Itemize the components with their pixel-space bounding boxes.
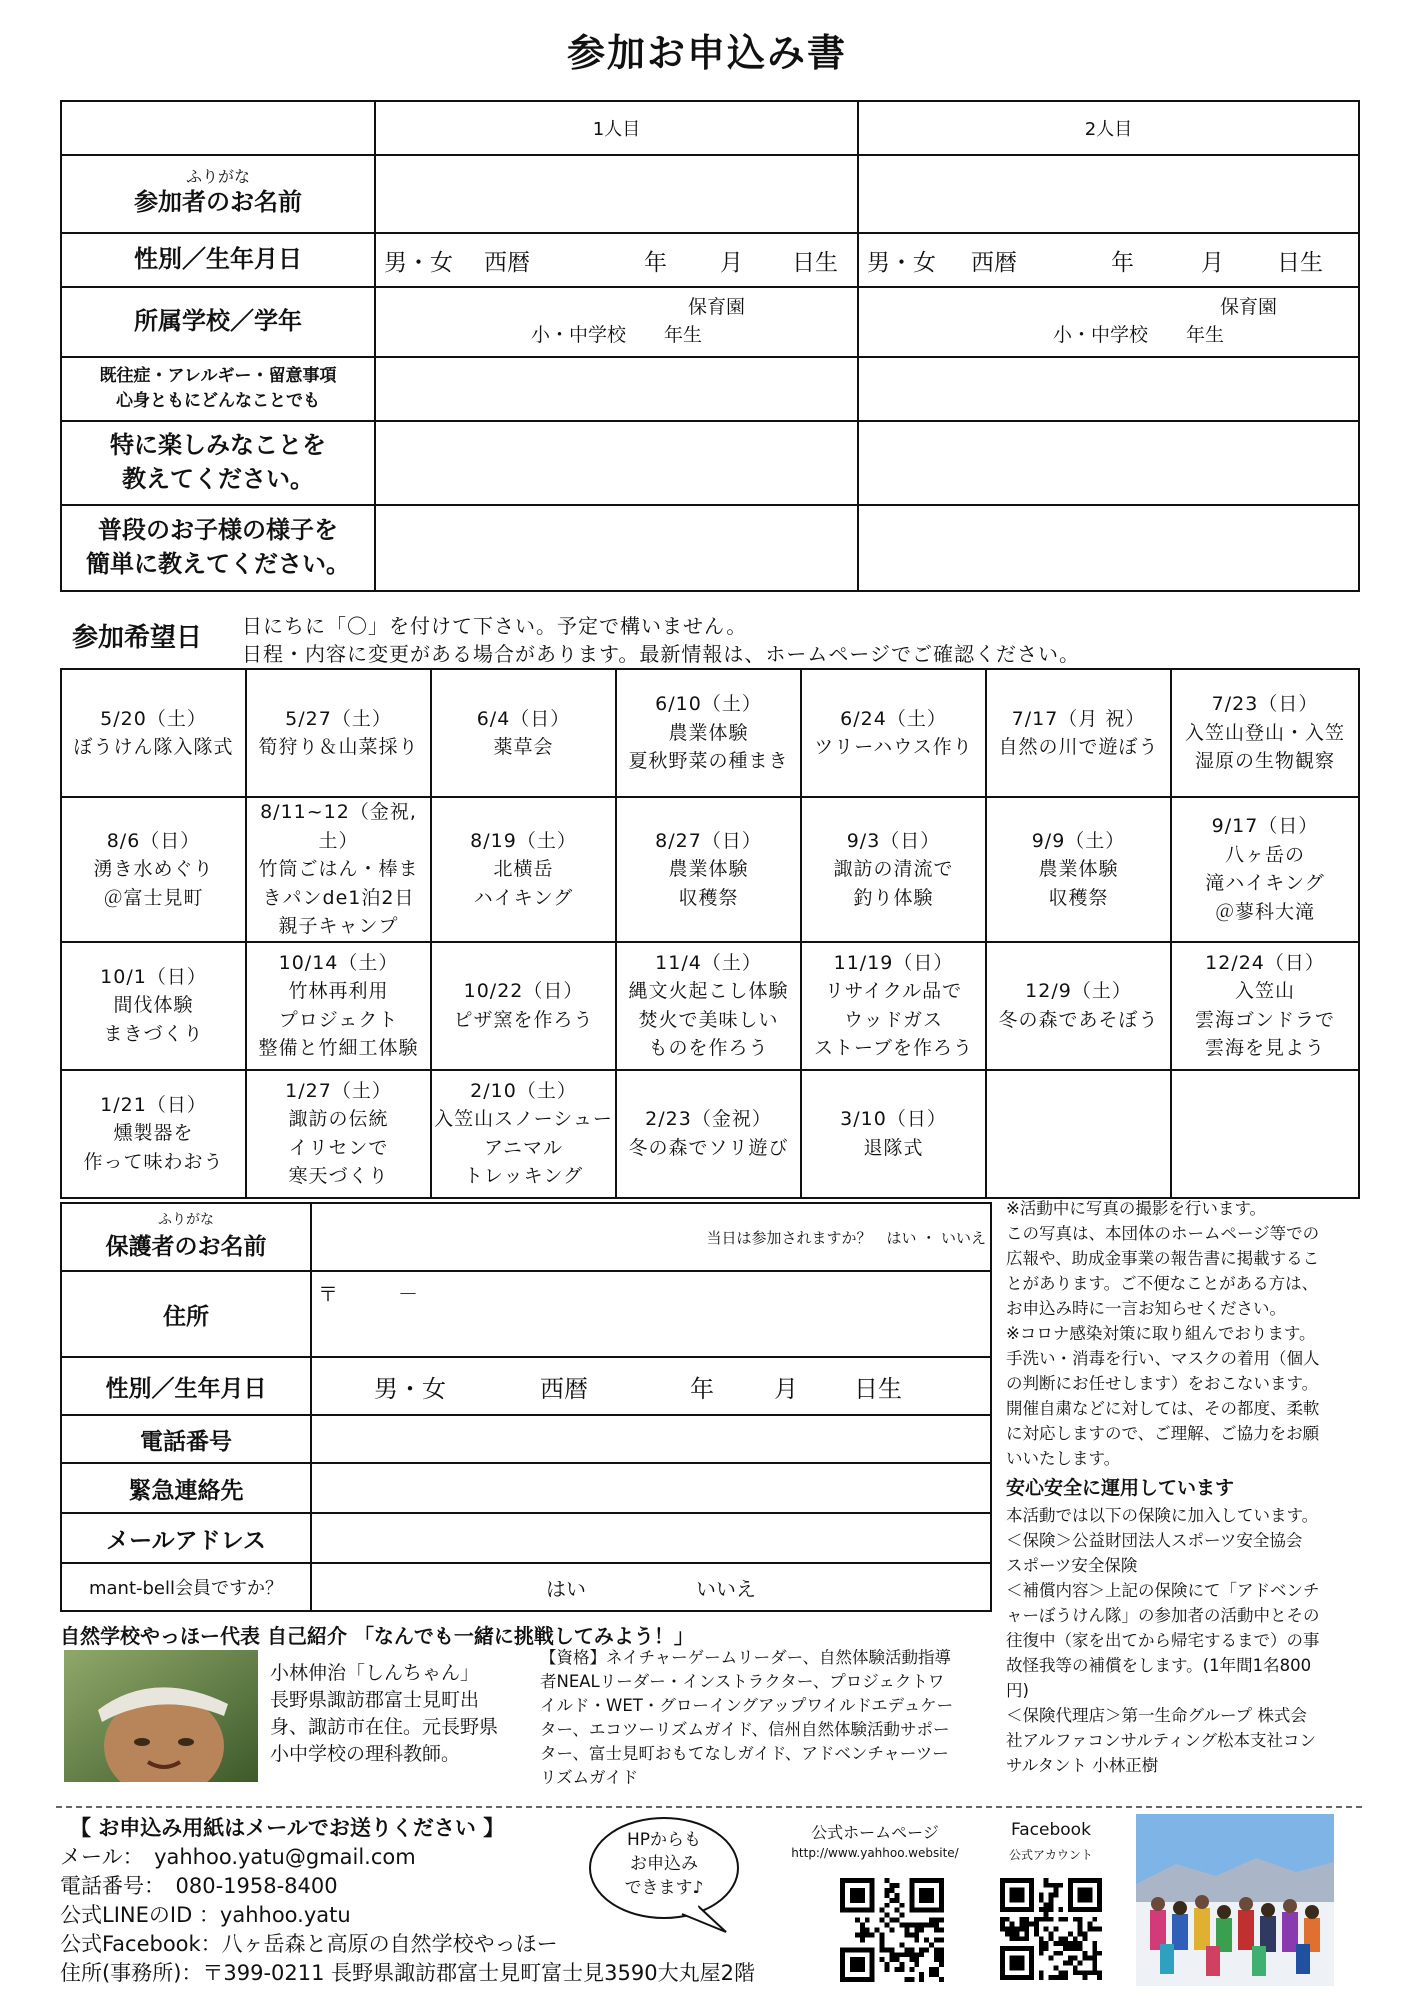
facebook-label: Facebook bbox=[1011, 1820, 1091, 1840]
schedule-event-text: 7/17（月 祝） 自然の川で遊ぼう bbox=[998, 707, 1159, 758]
schedule-cell[interactable] bbox=[616, 797, 801, 942]
text-line: リズムガイド bbox=[540, 1768, 639, 1787]
participant2-fun-field[interactable] bbox=[858, 421, 1359, 505]
schedule-cell[interactable] bbox=[246, 1070, 431, 1198]
schedule-event-text: 6/10（土） 農業体験 夏秋野菜の種まき bbox=[628, 693, 789, 773]
guardian-dob-label: 性別／生年月日 bbox=[61, 1357, 311, 1415]
speech-bubble bbox=[586, 1814, 742, 1924]
schedule-row bbox=[61, 942, 1359, 1070]
schedule-event-text: 9/9（土） 農業体験 収穫祭 bbox=[1031, 829, 1126, 909]
email-field[interactable] bbox=[311, 1513, 991, 1563]
sex-dob-label: 性別／生年月日 bbox=[61, 233, 375, 287]
phone-field[interactable] bbox=[311, 1415, 991, 1463]
schedule-cell[interactable] bbox=[986, 797, 1171, 942]
schedule-cell[interactable] bbox=[431, 942, 616, 1070]
email-label: メールアドレス bbox=[61, 1513, 311, 1563]
participant1-school-field[interactable]: 保育園 小・中学校 年生 bbox=[375, 287, 858, 357]
schedule-cell[interactable] bbox=[246, 797, 431, 942]
participant2-dob-field[interactable]: 男・女 西暦 年 月 日生 bbox=[858, 233, 1359, 287]
member-label: mant-bell会員ですか？ bbox=[61, 1563, 311, 1611]
schedule-cell[interactable] bbox=[616, 669, 801, 797]
phone-label: 電話番号 bbox=[61, 1415, 311, 1463]
text-line: の判断にお任せします）をおこないます。 bbox=[1006, 1374, 1319, 1393]
text-line: に対応しますので、ご理解、ご協力をお願 bbox=[1006, 1424, 1320, 1443]
schedule-event-text: 5/20（土） ぼうけん隊入隊式 bbox=[73, 707, 234, 758]
intro-heading: 自然学校やっほー代表 自己紹介 「なんでも一緒に挑戦してみよう！」 bbox=[60, 1624, 694, 1648]
schedule-event-text: 10/22（日） ピザ窯を作ろう bbox=[453, 980, 594, 1031]
notes-block bbox=[1006, 1196, 1378, 1778]
guardian-furigana: ふりがな bbox=[158, 1211, 214, 1228]
schedule-cell[interactable] bbox=[986, 942, 1171, 1070]
schedule-event-text: 9/17（日） 八ヶ岳の 滝ハイキング ＠蓼科大滝 bbox=[1205, 815, 1325, 923]
schedule-heading: 参加希望日 bbox=[72, 623, 203, 653]
fun-label: 特に楽しみなことを 教えてください。 bbox=[61, 421, 375, 505]
schedule-event-text: 8/19（土） 北横岳 ハイキング bbox=[470, 829, 577, 909]
footer-facebook: 公式Facebook：八ヶ岳森と高原の自然学校やっほー bbox=[60, 1932, 558, 1956]
text-line: 開催自粛などに対しては、その都度、柔軟 bbox=[1006, 1399, 1320, 1418]
schedule-event-text: 11/4（土） 縄文火起こし体験 焚火で美味しい ものを作ろう bbox=[628, 951, 789, 1059]
schedule-cell[interactable] bbox=[246, 942, 431, 1070]
schedule-event-text: 1/27（土） 諏訪の伝統 イリセンで 寒天づくり bbox=[285, 1079, 392, 1187]
member-yes[interactable]: はい bbox=[546, 1576, 586, 1601]
schedule-cell[interactable] bbox=[61, 1070, 246, 1198]
schedule-event-text: 12/9（土） 冬の森であそぼう bbox=[998, 980, 1159, 1031]
text-line: 故怪我等の補償をします。(1年間1名800 bbox=[1006, 1656, 1312, 1675]
schedule-cell bbox=[986, 1070, 1171, 1198]
guardian-dob-field[interactable]: 男・女 西暦 年 月 日生 bbox=[311, 1357, 991, 1415]
text-line: ター、エコツーリズムガイド、信州自然体験活動サポー bbox=[540, 1720, 950, 1739]
participant1-fun-field[interactable] bbox=[375, 421, 858, 505]
footer-address: 住所(事務所)：〒399-0211 長野県諏訪郡富士見町富士見3590大丸屋2階 bbox=[60, 1961, 755, 1985]
text-line: ター、富士見町おもてなしガイド、アドベンチャーツー bbox=[540, 1744, 949, 1763]
text-line: ＜保険代理店＞第一生命グループ 株式会 bbox=[1006, 1706, 1307, 1725]
schedule-event-text: 6/24（土） ツリーハウス作り bbox=[814, 707, 973, 758]
corner-cell bbox=[61, 101, 375, 155]
text-line: とがあります。ご不便なことがある方は、 bbox=[1006, 1274, 1319, 1293]
schedule-note-1: 日にちに「〇」を付けて下さい。予定で構いません。 bbox=[242, 614, 748, 638]
member-field[interactable] bbox=[311, 1563, 991, 1611]
text-line: 者NEALリーダー・インストラクター、プロジェクトワ bbox=[540, 1672, 945, 1691]
allergy-label: 既往症・アレルギー・留意事項 心身ともにどんなことでも bbox=[61, 357, 375, 421]
facebook-sub: 公式アカウント bbox=[1009, 1848, 1093, 1862]
attend-question: 当日は参加されますか？ はい ・ いいえ bbox=[706, 1228, 986, 1247]
address-label: 住所 bbox=[61, 1271, 311, 1357]
schedule-cell[interactable] bbox=[61, 797, 246, 942]
schedule-event-text: 1/21（日） 燻製器を 作って味わおう bbox=[83, 1093, 224, 1173]
group-photo bbox=[1136, 1814, 1334, 1986]
participant2-child-field[interactable] bbox=[858, 505, 1359, 591]
member-no[interactable]: いいえ bbox=[696, 1576, 756, 1601]
text-line: サルタント 小林正樹 bbox=[1006, 1756, 1159, 1775]
participant1-dob-field[interactable]: 男・女 西暦 年 月 日生 bbox=[375, 233, 858, 287]
footer-line: 公式LINEのID ：yahhoo.yatu bbox=[60, 1903, 351, 1927]
hp-label: 公式ホームページ bbox=[811, 1823, 939, 1842]
bio-text bbox=[270, 1660, 498, 1768]
guardian-name-field[interactable] bbox=[311, 1203, 991, 1271]
participant2-school-field[interactable]: 保育園 小・中学校 年生 bbox=[858, 287, 1359, 357]
text-line: 身、諏訪市在住。元長野県 bbox=[270, 1716, 499, 1738]
facebook-qr-code[interactable] bbox=[1000, 1878, 1102, 1980]
schedule-cell[interactable] bbox=[431, 797, 616, 942]
text-line: この写真は、本団体のホームページ等での bbox=[1006, 1224, 1320, 1243]
schedule-cell[interactable] bbox=[1171, 942, 1359, 1070]
text-line: ＜保険＞公益財団法人スポーツ安全協会 bbox=[1006, 1531, 1303, 1550]
schedule-cell[interactable] bbox=[431, 1070, 616, 1198]
text-line: 円) bbox=[1006, 1681, 1029, 1700]
schedule-event-text: 2/23（金祝） 冬の森でソリ遊び bbox=[628, 1108, 789, 1159]
schedule-event-text: 8/6（日） 湧き水めぐり ＠富士見町 bbox=[93, 829, 214, 909]
schedule-row bbox=[61, 669, 1359, 797]
col-header-1: 1人目 bbox=[375, 101, 858, 155]
school-label: 所属学校／学年 bbox=[61, 287, 375, 357]
schedule-event-text: 9/3（日） 諏訪の清流で 釣り体験 bbox=[833, 829, 954, 909]
participant2-name-field[interactable] bbox=[858, 155, 1359, 233]
schedule-cell[interactable] bbox=[61, 669, 246, 797]
participant-table bbox=[60, 100, 1360, 592]
text-line: 小中学校の理科教師。 bbox=[270, 1743, 461, 1765]
participant1-child-field[interactable] bbox=[375, 505, 858, 591]
address-field[interactable]: 〒 － bbox=[311, 1271, 991, 1357]
schedule-cell bbox=[1171, 1070, 1359, 1198]
schedule-event-text: 12/24（日） 入笠山 雲海ゴンドラで 雲海を見よう bbox=[1194, 951, 1335, 1059]
schedule-row bbox=[61, 797, 1359, 942]
footer-email[interactable]: メール： yahhoo.yatu@gmail.com bbox=[60, 1845, 416, 1869]
text-line: できます♪ bbox=[624, 1878, 704, 1898]
apply-heading: 【 お申込み用紙はメールでお送りください 】 bbox=[70, 1816, 505, 1840]
text-line: お申込み時に一言お知らせください。 bbox=[1006, 1299, 1287, 1318]
schedule-event-text: 6/4（日） 薬草会 bbox=[476, 707, 571, 758]
text-line: 社アルファコンサルティング松本支社コン bbox=[1006, 1731, 1317, 1750]
schedule-cell[interactable] bbox=[246, 669, 431, 797]
schedule-cell[interactable] bbox=[431, 669, 616, 797]
schedule-event-text: 8/11~12（金祝,土） 竹筒ごはん・棒ま きパンde1泊2日 親子キャンプ bbox=[258, 801, 419, 937]
page-title: 参加お申込み書 bbox=[566, 31, 847, 75]
participant2-allergy-field[interactable] bbox=[858, 357, 1359, 421]
schedule-cell[interactable] bbox=[616, 1070, 801, 1198]
text-line: 本活動では以下の保険に加入しています。 bbox=[1006, 1506, 1319, 1525]
text-line: ャーぼうけん隊」の参加者の活動中とその bbox=[1006, 1606, 1320, 1625]
credentials-text bbox=[540, 1646, 953, 1790]
schedule-table bbox=[60, 668, 1360, 1199]
text-line: ＜補償内容＞上記の保険にて「アドベンチ bbox=[1006, 1581, 1320, 1600]
schedule-event-text: 11/19（日） リサイクル品で ウッドガス ストーブを作ろう bbox=[813, 951, 974, 1059]
schedule-event-text: 8/27（日） 農業体験 収穫祭 bbox=[655, 829, 762, 909]
schedule-event-text: 7/23（日） 入笠山登山・入笠 湿原の生物観察 bbox=[1184, 693, 1345, 773]
schedule-cell[interactable] bbox=[801, 797, 986, 942]
hp-qr-code[interactable] bbox=[840, 1878, 944, 1982]
participant-name-label: ふりがな 参加者のお名前 bbox=[61, 155, 375, 233]
text-line: 往復中（家を出てから帰宅するまで）の事 bbox=[1006, 1631, 1320, 1650]
participant1-name-field[interactable] bbox=[375, 155, 858, 233]
text-line: 手洗い・消毒を行い、マスクの着用（個人 bbox=[1006, 1349, 1320, 1368]
text-line: お申込み bbox=[630, 1854, 698, 1874]
text-line: 広報や、助成金事業の報告書に掲載するこ bbox=[1006, 1249, 1320, 1268]
guardian-name-label: ふりがな 保護者のお名前 bbox=[61, 1203, 311, 1271]
schedule-event-text: 2/10（土） 入笠山スノーシュー アニマル トレッキング bbox=[434, 1079, 613, 1187]
separator-line bbox=[56, 1806, 1362, 1808]
text-line: 【資格】ネイチャーゲームリーダー、自然体験活動指導 bbox=[540, 1648, 952, 1667]
col-header-2: 2人目 bbox=[858, 101, 1359, 155]
text-line: いいたします。 bbox=[1006, 1449, 1121, 1468]
emergency-label: 緊急連絡先 bbox=[61, 1463, 311, 1513]
representative-photo bbox=[64, 1650, 258, 1782]
safety-heading: 安心安全に運用しています bbox=[1006, 1477, 1235, 1499]
furigana-label: ふりがな bbox=[185, 167, 250, 187]
text-line: 小林伸治「しんちゃん」 bbox=[270, 1662, 480, 1684]
schedule-cell[interactable] bbox=[1171, 797, 1359, 942]
schedule-event-text: 10/1（日） 間伐体験 まきづくり bbox=[100, 965, 207, 1045]
text-line: ※コロナ感染対策に取り組んでおります。 bbox=[1006, 1324, 1316, 1343]
schedule-event-text: 3/10（日） 退隊式 bbox=[840, 1108, 947, 1159]
schedule-cell[interactable] bbox=[986, 669, 1171, 797]
schedule-cell[interactable] bbox=[801, 1070, 986, 1198]
schedule-event-text: 5/27（土） 筍狩り＆山菜採り bbox=[258, 707, 419, 758]
emergency-field[interactable] bbox=[311, 1463, 991, 1513]
schedule-cell[interactable] bbox=[1171, 669, 1359, 797]
text-line: スポーツ安全保険 bbox=[1006, 1556, 1138, 1575]
participant1-allergy-field[interactable] bbox=[375, 357, 858, 421]
guardian-table bbox=[60, 1202, 992, 1612]
text-line: ※活動中に写真の撮影を行います。 bbox=[1006, 1199, 1267, 1218]
text-line: HPからも bbox=[626, 1830, 702, 1850]
schedule-note-2: 日程・内容に変更がある場合があります。最新情報は、ホームページでご確認ください。 bbox=[242, 642, 1080, 666]
text-line: イルド・WET・グローイングアップワイルドエデュケー bbox=[540, 1696, 954, 1715]
schedule-cell[interactable] bbox=[616, 942, 801, 1070]
schedule-cell[interactable] bbox=[801, 942, 986, 1070]
text-line: 長野県諏訪郡富士見町出 bbox=[270, 1689, 480, 1711]
footer-phone: 電話番号： 080-1958-8400 bbox=[60, 1874, 338, 1898]
schedule-row bbox=[61, 1070, 1359, 1198]
schedule-event-text: 10/14（土） 竹林再利用 プロジェクト 整備と竹細工体験 bbox=[258, 951, 419, 1059]
child-description-label: 普段のお子様の様子を 簡単に教えてください。 bbox=[61, 505, 375, 591]
schedule-cell[interactable] bbox=[801, 669, 986, 797]
schedule-cell[interactable] bbox=[61, 942, 246, 1070]
hp-url[interactable]: http://www.yahhoo.website/ bbox=[791, 1846, 959, 1860]
